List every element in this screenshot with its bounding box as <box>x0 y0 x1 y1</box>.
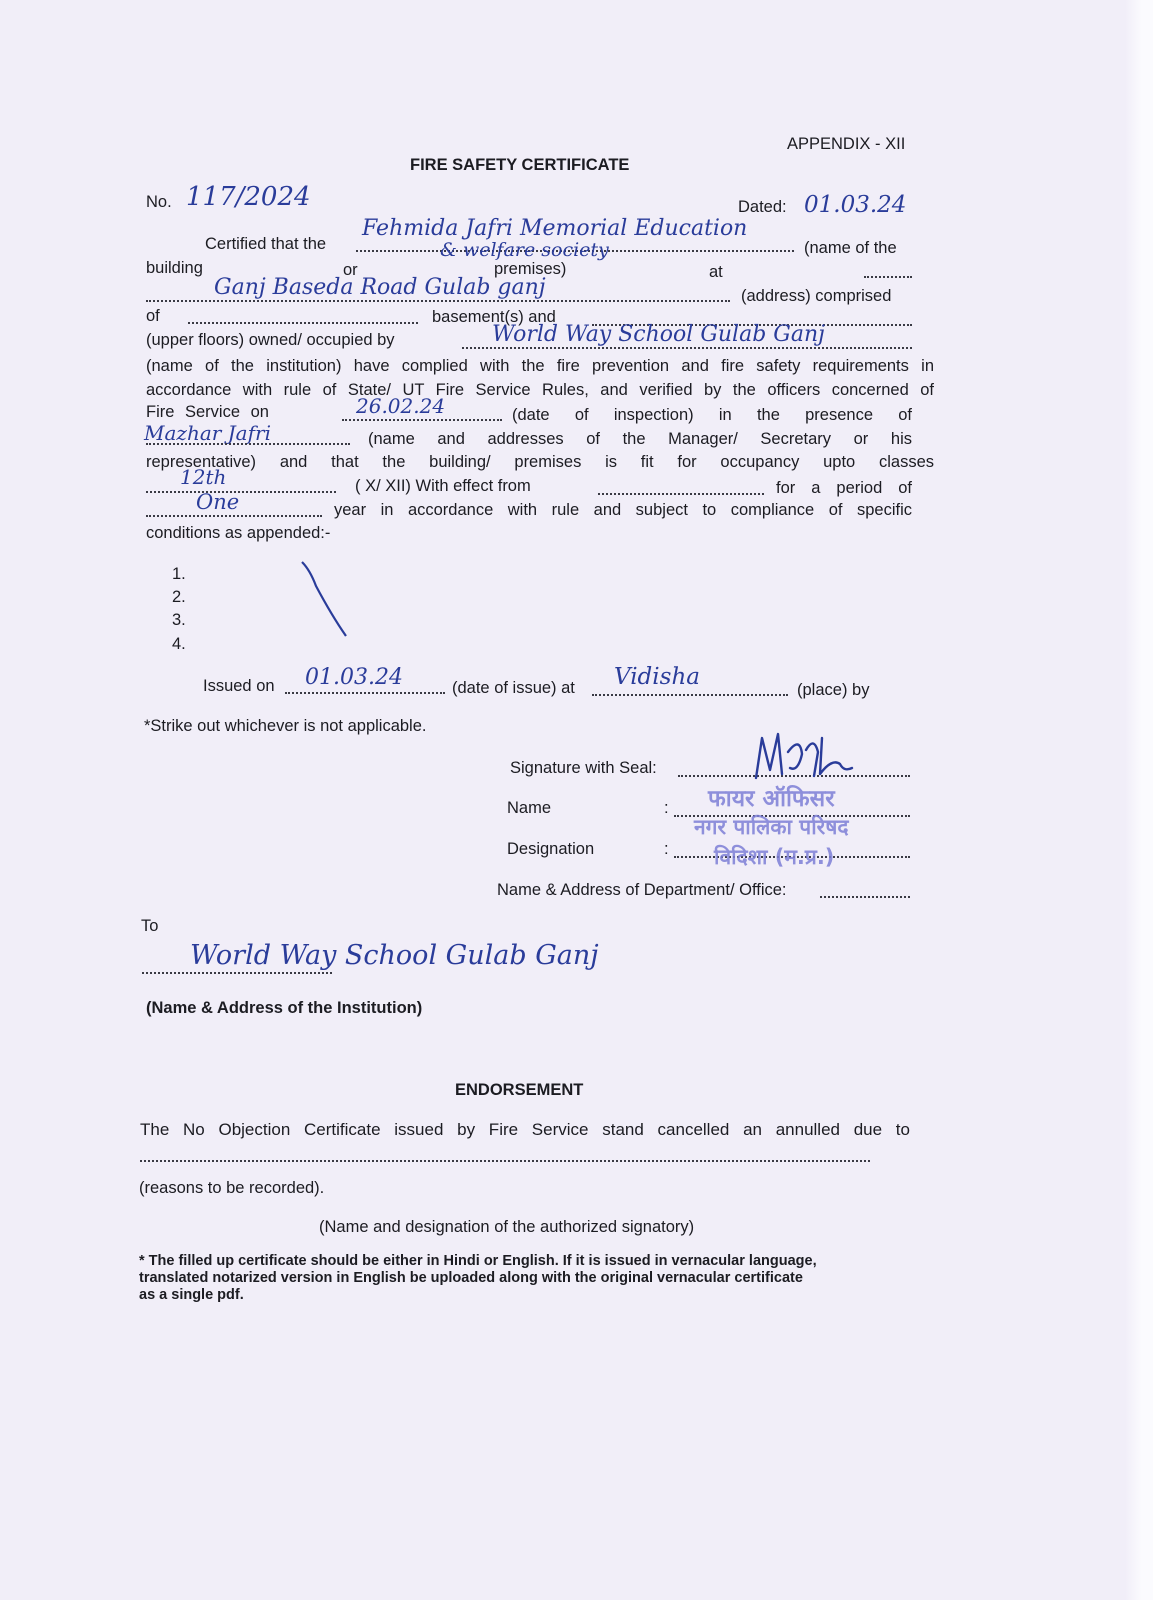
date-of-issue-text: (date of issue) at <box>452 679 575 697</box>
year-in-accordance-text: year in accordance with rule and subject to compliance of specific <box>334 501 912 519</box>
fill-line <box>285 692 445 694</box>
basements-text: basement(s) and <box>432 308 556 326</box>
name-colon: : <box>664 799 669 817</box>
address-comprised-text: (address) comprised <box>741 287 892 305</box>
endorsement-title: ENDORSEMENT <box>455 1081 584 1099</box>
fill-line <box>598 493 764 495</box>
paper-edge <box>1125 0 1153 1600</box>
body-line-10: representative) and that the building/ premises is fit for occupancy upto classes <box>146 453 934 471</box>
fill-line <box>820 896 910 898</box>
inspection-date-value: 26.02.24 <box>356 394 446 418</box>
fill-line <box>142 972 332 974</box>
certificate-number: 117/2024 <box>186 182 311 212</box>
building-name-line2: & welfare society <box>440 239 609 261</box>
dated-label: Dated: <box>738 198 787 216</box>
department-label: Name & Address of Department/ Office: <box>497 881 787 899</box>
designation-label: Designation <box>507 840 595 858</box>
certificate-title: FIRE SAFETY CERTIFICATE <box>410 156 630 174</box>
number-label: No. <box>146 193 172 211</box>
issued-date-value: 01.03.24 <box>305 665 403 690</box>
seal-line-3: विदिशा (म.प्र.) <box>714 845 835 869</box>
representative-value: Mazhar Jafri <box>144 421 271 445</box>
building-name-line1: Fehmida Jafri Memorial Education <box>362 216 748 241</box>
body-line-7: accordance with rule of State/ UT Fire Service Rules, and verified by the officers concerned of <box>146 381 934 399</box>
reasons-text: (reasons to be recorded). <box>139 1179 325 1197</box>
or-text: or <box>343 261 358 279</box>
fill-line <box>592 694 788 696</box>
upper-floors-text: (upper floors) owned/ occupied by <box>146 331 395 349</box>
period-value: One <box>196 490 240 514</box>
condition-item-4: 4. <box>172 635 186 653</box>
condition-item-1: 1. <box>172 565 186 583</box>
to-label: To <box>141 917 159 935</box>
place-value: Vidisha <box>614 664 700 690</box>
occupied-by-value: World Way School Gulab Ganj <box>492 322 825 347</box>
fill-line <box>342 419 502 421</box>
premises-text: premises) <box>494 260 567 278</box>
address-value: Ganj Baseda Road Gulab ganj <box>214 275 546 300</box>
issued-on-text: Issued on <box>203 677 275 695</box>
fill-line <box>146 515 322 517</box>
name-label: Name <box>507 799 552 817</box>
seal-line-2: नगर पालिका परिषद <box>694 815 849 839</box>
fill-line <box>462 347 912 349</box>
institution-caption: (Name & Address of the Institution) <box>146 999 423 1017</box>
strike-mark <box>296 556 356 640</box>
name-of-the-text: (name of the <box>804 239 897 257</box>
for-a-period-text: for a period of <box>776 479 912 497</box>
footnote-line-3: as a single pdf. <box>139 1287 244 1303</box>
condition-item-3: 3. <box>172 611 186 629</box>
place-by-text: (place) by <box>797 681 870 699</box>
at-text: at <box>709 263 723 281</box>
signature-label: Signature with Seal: <box>510 759 657 777</box>
footnote-line-2: translated notarized version in English be uploaded along with the original vernacular certificate <box>139 1270 803 1286</box>
designation-colon: : <box>664 840 669 858</box>
footnote-line-1: * The filled up certificate should be either in Hindi or English. If it is issued in vernacular language, <box>139 1253 817 1269</box>
endorsement-text: The No Objection Certificate issued by Fire Service stand cancelled an annulled due to <box>140 1120 910 1139</box>
fire-service-text: Fire Service on <box>146 403 269 421</box>
seal-line-1: फायर ऑफिसर <box>708 786 835 812</box>
classes-value: 12th <box>180 465 227 489</box>
signatory-text: (Name and designation of the authorized signatory) <box>319 1218 695 1236</box>
certified-text: Certified that the <box>205 235 327 253</box>
fill-line <box>146 443 350 445</box>
date-of-inspection-text: (date of inspection) in the presence of <box>512 406 912 424</box>
fill-line <box>146 491 336 493</box>
to-institution-value: World Way School Gulab Ganj <box>190 940 599 971</box>
fill-line <box>146 300 730 302</box>
fill-line <box>864 276 912 278</box>
conditions-text: conditions as appended:- <box>146 524 331 542</box>
with-effect-text: ( X/ XII) With effect from <box>355 477 531 495</box>
building-text: building <box>146 259 203 277</box>
of-text: of <box>146 307 160 325</box>
condition-item-2: 2. <box>172 588 186 606</box>
fill-line <box>140 1160 870 1162</box>
body-line-6: (name of the institution) have complied with the fire prevention and fire safety requirements in <box>146 357 934 375</box>
strike-note: *Strike out whichever is not applicable. <box>144 717 427 735</box>
officer-signature <box>748 728 868 784</box>
appendix-label: APPENDIX - XII <box>787 135 906 153</box>
name-and-addresses-text: (name and addresses of the Manager/ Secretary or his <box>368 430 912 448</box>
dated-value: 01.03.24 <box>804 192 907 218</box>
fill-line <box>188 322 418 324</box>
